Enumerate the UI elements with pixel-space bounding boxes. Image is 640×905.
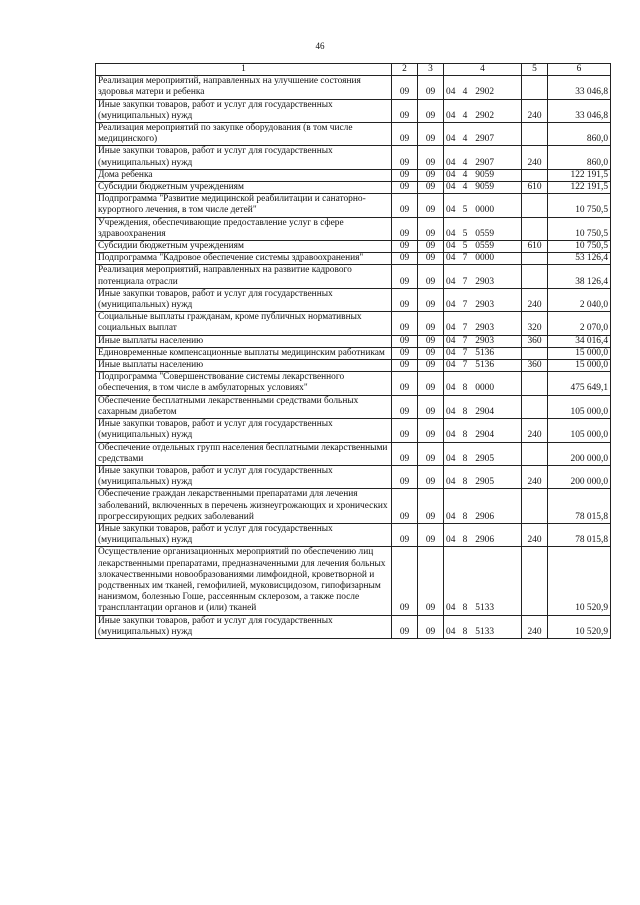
direction-code: 0000 xyxy=(475,383,494,394)
subsection-code: 09 xyxy=(418,123,444,146)
program-code: 04 xyxy=(446,87,456,98)
subprogram-code: 4 xyxy=(462,169,468,180)
direction-code: 0559 xyxy=(475,228,494,239)
subsection-code: 09 xyxy=(418,241,444,253)
target-article-code xyxy=(444,419,522,442)
amount: 475 649,1 xyxy=(548,372,611,395)
table-row xyxy=(96,615,611,638)
subprogram-code: 7 xyxy=(462,347,468,358)
direction-code: 2904 xyxy=(475,406,494,417)
table-row xyxy=(96,169,611,181)
section-code: 09 xyxy=(392,312,418,335)
subprogram-code: 5 xyxy=(462,228,468,239)
section-code: 09 xyxy=(392,523,418,546)
target-article-code xyxy=(444,123,522,146)
subprogram-code: 7 xyxy=(462,360,468,371)
program-code: 04 xyxy=(446,360,456,371)
amount: 15 000,0 xyxy=(548,347,611,359)
section-code: 09 xyxy=(392,335,418,347)
header-cell: 5 xyxy=(522,64,548,76)
target-article-code xyxy=(444,194,522,217)
expense-type-code: 240 xyxy=(522,523,548,546)
direction-code: 9059 xyxy=(475,182,494,193)
section-code: 09 xyxy=(392,241,418,253)
item-name: Осуществление организационных мероприятий по обеспечению лиц лекарственными препаратами, предназначенными для лечения больных злокачественными новообразованиями лимфоидной, кроветворной и родственных им тканей, гемофилией, муковисцидозом, гипофизарным нанизмом, болезнью Гоше, рассеянным склерозом, а также после трансплантации органов и (или) тканей xyxy=(96,547,392,615)
amount: 10 520,9 xyxy=(548,615,611,638)
table-row xyxy=(96,489,611,524)
direction-code: 0000 xyxy=(475,253,494,264)
program-code: 04 xyxy=(446,205,456,216)
item-name: Подпрограмма "Развитие медицинской реабилитации и санаторно-курортного лечения, в том числе детей" xyxy=(96,194,392,217)
item-name: Реализация мероприятий, направленных на развитие кадрового потенциала отрасли xyxy=(96,265,392,288)
target-article-code xyxy=(444,99,522,122)
table-row xyxy=(96,395,611,418)
section-code: 09 xyxy=(392,217,418,240)
table-row xyxy=(96,146,611,169)
table-row xyxy=(96,194,611,217)
subsection-code: 09 xyxy=(418,194,444,217)
program-code: 04 xyxy=(446,110,456,121)
section-code: 09 xyxy=(392,288,418,311)
expense-type-code: 360 xyxy=(522,335,548,347)
expense-type-code: 240 xyxy=(522,146,548,169)
subsection-code: 09 xyxy=(418,419,444,442)
program-code: 04 xyxy=(446,335,456,346)
amount: 2 040,0 xyxy=(548,288,611,311)
amount: 200 000,0 xyxy=(548,465,611,488)
direction-code: 2903 xyxy=(475,323,494,334)
header-cell: 6 xyxy=(548,64,611,76)
program-code: 04 xyxy=(446,406,456,417)
item-name: Иные закупки товаров, работ и услуг для государственных (муниципальных) нужд xyxy=(96,615,392,638)
item-name: Обеспечение граждан лекарственными препаратами для лечения заболеваний, включенных в перечень жизнеугрожающих и хронических прогрессирующих редких заболеваний xyxy=(96,489,392,524)
expense-type-code xyxy=(522,194,548,217)
target-article-code xyxy=(444,442,522,465)
subprogram-code: 8 xyxy=(462,453,468,464)
subsection-code: 09 xyxy=(418,372,444,395)
item-name: Реализация мероприятий по закупке оборудования (в том числе медицинского) xyxy=(96,123,392,146)
table-row xyxy=(96,123,611,146)
program-code: 04 xyxy=(446,347,456,358)
subprogram-code: 8 xyxy=(462,511,468,522)
subsection-code: 09 xyxy=(418,265,444,288)
item-name: Подпрограмма "Совершенствование системы лекарственного обеспечения, в том числе в амбулаторных условиях" xyxy=(96,372,392,395)
subprogram-code: 5 xyxy=(462,241,468,252)
table-row xyxy=(96,547,611,615)
expense-type-code: 610 xyxy=(522,241,548,253)
expense-type-code xyxy=(522,347,548,359)
amount: 10 520,9 xyxy=(548,547,611,615)
subprogram-code: 7 xyxy=(462,335,468,346)
subprogram-code: 7 xyxy=(462,276,468,287)
section-code: 09 xyxy=(392,253,418,265)
section-code: 09 xyxy=(392,265,418,288)
subprogram-code: 8 xyxy=(462,477,468,488)
target-article-code xyxy=(444,146,522,169)
subprogram-code: 4 xyxy=(462,87,468,98)
table-row xyxy=(96,253,611,265)
subsection-code: 09 xyxy=(418,182,444,194)
subsection-code: 09 xyxy=(418,615,444,638)
subprogram-code: 7 xyxy=(462,300,468,311)
budget-table xyxy=(95,63,611,639)
expense-type-code: 320 xyxy=(522,312,548,335)
amount: 10 750,5 xyxy=(548,194,611,217)
amount: 10 750,5 xyxy=(548,241,611,253)
target-article-code xyxy=(444,335,522,347)
direction-code: 2902 xyxy=(475,110,494,121)
direction-code: 2906 xyxy=(475,511,494,522)
header-cell: 3 xyxy=(418,64,444,76)
target-article-code xyxy=(444,547,522,615)
direction-code: 5133 xyxy=(475,626,494,637)
target-article-code xyxy=(444,253,522,265)
amount: 860,0 xyxy=(548,123,611,146)
program-code: 04 xyxy=(446,323,456,334)
subprogram-code: 4 xyxy=(462,134,468,145)
direction-code: 2903 xyxy=(475,335,494,346)
amount: 34 016,4 xyxy=(548,335,611,347)
amount: 33 046,8 xyxy=(548,99,611,122)
target-article-code xyxy=(444,395,522,418)
amount: 10 750,5 xyxy=(548,217,611,240)
expense-type-code: 360 xyxy=(522,360,548,372)
item-name: Субсидии бюджетным учреждениям xyxy=(96,182,392,194)
subprogram-code: 8 xyxy=(462,430,468,441)
item-name: Иные закупки товаров, работ и услуг для государственных (муниципальных) нужд xyxy=(96,99,392,122)
subprogram-code: 8 xyxy=(462,626,468,637)
amount: 200 000,0 xyxy=(548,442,611,465)
expense-type-code: 240 xyxy=(522,419,548,442)
item-name: Иные выплаты населению xyxy=(96,335,392,347)
direction-code: 2905 xyxy=(475,453,494,464)
item-name: Реализация мероприятий, направленных на улучшение состояния здоровья матери и ребенка xyxy=(96,76,392,99)
direction-code: 9059 xyxy=(475,169,494,180)
section-code: 09 xyxy=(392,194,418,217)
direction-code: 2902 xyxy=(475,87,494,98)
item-name: Иные закупки товаров, работ и услуг для государственных (муниципальных) нужд xyxy=(96,465,392,488)
program-code: 04 xyxy=(446,300,456,311)
page-number: 46 xyxy=(315,41,325,51)
table-row xyxy=(96,288,611,311)
subsection-code: 09 xyxy=(418,489,444,524)
item-name: Единовременные компенсационные выплаты медицинским работникам xyxy=(96,347,392,359)
item-name: Социальные выплаты гражданам, кроме публичных нормативных социальных выплат xyxy=(96,312,392,335)
program-code: 04 xyxy=(446,134,456,145)
target-article-code xyxy=(444,615,522,638)
item-name: Обеспечение бесплатными лекарственными средствами больных сахарным диабетом xyxy=(96,395,392,418)
amount: 78 015,8 xyxy=(548,523,611,546)
expense-type-code xyxy=(522,169,548,181)
amount: 122 191,5 xyxy=(548,182,611,194)
item-name: Обеспечение отдельных групп населения бесплатными лекарственными средствами xyxy=(96,442,392,465)
header-cell: 2 xyxy=(392,64,418,76)
item-name: Субсидии бюджетным учреждениям xyxy=(96,241,392,253)
direction-code: 2905 xyxy=(475,477,494,488)
subprogram-code: 4 xyxy=(462,182,468,193)
expense-type-code xyxy=(522,372,548,395)
table-row xyxy=(96,76,611,99)
target-article-code xyxy=(444,523,522,546)
table-row xyxy=(96,217,611,240)
table-row xyxy=(96,312,611,335)
target-article-code xyxy=(444,265,522,288)
amount: 122 191,5 xyxy=(548,169,611,181)
amount: 53 126,4 xyxy=(548,253,611,265)
program-code: 04 xyxy=(446,535,456,546)
expense-type-code xyxy=(522,217,548,240)
expense-type-code: 240 xyxy=(522,465,548,488)
direction-code: 0000 xyxy=(475,205,494,216)
subprogram-code: 8 xyxy=(462,535,468,546)
program-code: 04 xyxy=(446,276,456,287)
expense-type-code xyxy=(522,395,548,418)
subsection-code: 09 xyxy=(418,347,444,359)
table-row xyxy=(96,465,611,488)
program-code: 04 xyxy=(446,253,456,264)
header-cell: 1 xyxy=(96,64,392,76)
subprogram-code: 4 xyxy=(462,157,468,168)
table-row xyxy=(96,360,611,372)
program-code: 04 xyxy=(446,383,456,394)
direction-code: 2903 xyxy=(475,276,494,287)
section-code: 09 xyxy=(392,146,418,169)
section-code: 09 xyxy=(392,182,418,194)
program-code: 04 xyxy=(446,603,456,614)
target-article-code xyxy=(444,312,522,335)
target-article-code xyxy=(444,465,522,488)
subsection-code: 09 xyxy=(418,523,444,546)
subsection-code: 09 xyxy=(418,335,444,347)
item-name: Иные закупки товаров, работ и услуг для государственных (муниципальных) нужд xyxy=(96,523,392,546)
target-article-code xyxy=(444,169,522,181)
amount: 105 000,0 xyxy=(548,419,611,442)
header-cell: 4 xyxy=(444,64,522,76)
table-row xyxy=(96,372,611,395)
section-code: 09 xyxy=(392,547,418,615)
table-body xyxy=(96,76,611,639)
expense-type-code: 240 xyxy=(522,288,548,311)
subprogram-code: 7 xyxy=(462,253,468,264)
program-code: 04 xyxy=(446,453,456,464)
table-row xyxy=(96,335,611,347)
subprogram-code: 7 xyxy=(462,323,468,334)
section-code: 09 xyxy=(392,372,418,395)
subsection-code: 09 xyxy=(418,465,444,488)
target-article-code xyxy=(444,241,522,253)
expense-type-code xyxy=(522,123,548,146)
item-name: Учреждения, обеспечивающие предоставление услуг в сфере здравоохранения xyxy=(96,217,392,240)
subprogram-code: 8 xyxy=(462,603,468,614)
section-code: 09 xyxy=(392,395,418,418)
target-article-code xyxy=(444,182,522,194)
section-code: 09 xyxy=(392,76,418,99)
section-code: 09 xyxy=(392,419,418,442)
table-row xyxy=(96,347,611,359)
subprogram-code: 4 xyxy=(462,110,468,121)
section-code: 09 xyxy=(392,360,418,372)
amount: 33 046,8 xyxy=(548,76,611,99)
section-code: 09 xyxy=(392,99,418,122)
expense-type-code xyxy=(522,76,548,99)
table-header xyxy=(96,64,611,76)
expense-type-code xyxy=(522,489,548,524)
expense-type-code xyxy=(522,442,548,465)
amount: 15 000,0 xyxy=(548,360,611,372)
section-code: 09 xyxy=(392,465,418,488)
table-row xyxy=(96,419,611,442)
direction-code: 5136 xyxy=(475,360,494,371)
program-code: 04 xyxy=(446,511,456,522)
subsection-code: 09 xyxy=(418,547,444,615)
section-code: 09 xyxy=(392,442,418,465)
item-name: Иные закупки товаров, работ и услуг для государственных (муниципальных) нужд xyxy=(96,146,392,169)
table-row xyxy=(96,241,611,253)
direction-code: 0559 xyxy=(475,241,494,252)
table-row xyxy=(96,523,611,546)
program-code: 04 xyxy=(446,477,456,488)
direction-code: 2903 xyxy=(475,300,494,311)
subsection-code: 09 xyxy=(418,99,444,122)
expense-type-code: 240 xyxy=(522,615,548,638)
table-row xyxy=(96,99,611,122)
target-article-code xyxy=(444,76,522,99)
subsection-code: 09 xyxy=(418,76,444,99)
program-code: 04 xyxy=(446,169,456,180)
section-code: 09 xyxy=(392,123,418,146)
section-code: 09 xyxy=(392,169,418,181)
table-row xyxy=(96,265,611,288)
target-article-code xyxy=(444,489,522,524)
amount: 860,0 xyxy=(548,146,611,169)
subsection-code: 09 xyxy=(418,146,444,169)
subprogram-code: 5 xyxy=(462,205,468,216)
item-name: Иные закупки товаров, работ и услуг для государственных (муниципальных) нужд xyxy=(96,288,392,311)
amount: 105 000,0 xyxy=(548,395,611,418)
item-name: Подпрограмма "Кадровое обеспечение системы здравоохранения" xyxy=(96,253,392,265)
subprogram-code: 8 xyxy=(462,383,468,394)
program-code: 04 xyxy=(446,626,456,637)
subsection-code: 09 xyxy=(418,360,444,372)
amount: 38 126,4 xyxy=(548,265,611,288)
subsection-code: 09 xyxy=(418,312,444,335)
expense-type-code xyxy=(522,547,548,615)
section-code: 09 xyxy=(392,489,418,524)
expense-type-code: 610 xyxy=(522,182,548,194)
section-code: 09 xyxy=(392,615,418,638)
table-row xyxy=(96,182,611,194)
direction-code: 2907 xyxy=(475,157,494,168)
subsection-code: 09 xyxy=(418,288,444,311)
program-code: 04 xyxy=(446,157,456,168)
expense-type-code xyxy=(522,253,548,265)
table-row xyxy=(96,442,611,465)
expense-type-code: 240 xyxy=(522,99,548,122)
amount: 2 070,0 xyxy=(548,312,611,335)
direction-code: 2906 xyxy=(475,535,494,546)
target-article-code xyxy=(444,372,522,395)
target-article-code xyxy=(444,288,522,311)
subsection-code: 09 xyxy=(418,253,444,265)
amount: 78 015,8 xyxy=(548,489,611,524)
program-code: 04 xyxy=(446,182,456,193)
subsection-code: 09 xyxy=(418,442,444,465)
program-code: 04 xyxy=(446,241,456,252)
target-article-code xyxy=(444,347,522,359)
subprogram-code: 8 xyxy=(462,406,468,417)
program-code: 04 xyxy=(446,228,456,239)
item-name: Дома ребенка xyxy=(96,169,392,181)
program-code: 04 xyxy=(446,430,456,441)
subsection-code: 09 xyxy=(418,217,444,240)
target-article-code xyxy=(444,217,522,240)
direction-code: 5133 xyxy=(475,603,494,614)
direction-code: 2907 xyxy=(475,134,494,145)
item-name: Иные выплаты населению xyxy=(96,360,392,372)
direction-code: 5136 xyxy=(475,347,494,358)
direction-code: 2904 xyxy=(475,430,494,441)
item-name: Иные закупки товаров, работ и услуг для государственных (муниципальных) нужд xyxy=(96,419,392,442)
expense-type-code xyxy=(522,265,548,288)
subsection-code: 09 xyxy=(418,169,444,181)
section-code: 09 xyxy=(392,347,418,359)
subsection-code: 09 xyxy=(418,395,444,418)
target-article-code xyxy=(444,360,522,372)
